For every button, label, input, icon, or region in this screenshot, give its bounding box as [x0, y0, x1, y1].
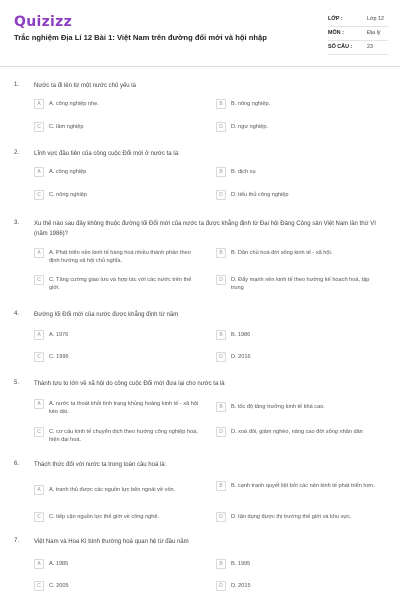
option-letter: B [216, 330, 226, 340]
option-text: B. cạnh tranh quyết liệt bởi các nền kinh tế phát triển hơn. [231, 483, 375, 489]
question-text: Xu thế nào sau đây không thuộc đường lối Đổi mới của nước ta được khẳng định từ Đại hội Đảng Cộng sản Việt Nam lần thứ VI (năm 1986)? [34, 221, 376, 237]
question-number: 3. [14, 220, 20, 226]
option-text: B. tốc độ tăng trưởng kinh tế khá cao. [231, 404, 325, 410]
option-letter: A [34, 167, 44, 177]
option-text: B. 1986 [231, 332, 251, 338]
option-text: A. 1976 [49, 332, 69, 338]
meta-row-class [328, 13, 388, 27]
option-letter: B [216, 559, 226, 569]
meta-row-count [328, 41, 388, 55]
option-letter: D [216, 427, 226, 437]
question-text: Việt Nam và Hoa Kì bình thường hoá quan hệ từ đầu năm [34, 539, 189, 545]
meta-label: MÔN : [328, 30, 344, 36]
question-number: 5. [14, 380, 20, 386]
option-letter: A [34, 399, 44, 409]
option-text: D. 2016 [231, 354, 251, 360]
option-text: A. Phát triển nền kinh tế hàng hoá nhiều thành phần theo định hướng xã hội chủ nghĩa. [49, 250, 191, 264]
option-text: D. xoá đói, giảm nghèo, nâng cao đời sống nhân dân [231, 429, 363, 435]
option-letter: C [34, 122, 44, 132]
option-text: B. dịch vụ [231, 169, 256, 175]
option-letter: C [34, 512, 44, 522]
option-letter: A [34, 330, 44, 340]
option-letter: D [216, 581, 226, 591]
option-text: D. tiểu thủ công nghiệp [231, 192, 289, 198]
option-text: A. công nghiệp nhẹ. [49, 101, 99, 107]
option-letter: A [34, 99, 44, 109]
question-number: 2. [14, 150, 20, 156]
quiz-meta [328, 13, 388, 55]
option-text: C. 1996 [49, 354, 69, 360]
option-letter: C [34, 190, 44, 200]
option-letter: B [216, 481, 226, 491]
option-letter: A [34, 485, 44, 495]
option-letter: A [34, 248, 44, 258]
option-letter: A [34, 559, 44, 569]
option-text: B. nông nghiệp. [231, 101, 271, 107]
option-letter: B [216, 99, 226, 109]
option-letter: C [34, 275, 44, 285]
question-text: Lĩnh vực đầu tiên của công cuộc Đổi mới ở nước ta là: [34, 151, 180, 157]
option-text: C. lâm nghiệp [49, 124, 84, 130]
option-text: C. 2005 [49, 583, 69, 589]
page-title: Trắc nghiệm Địa Lí 12 Bài 1: Việt Nam trên đường đổi mới và hội nhập [14, 33, 267, 42]
question-text: Thách thức đối với nước ta trong toàn cầu hoá là: [34, 462, 167, 468]
question-number: 4. [14, 311, 20, 317]
option-text: B. Dân chủ hoá đời sống kinh tế - xã hội. [231, 250, 333, 256]
question-text: Đường lối Đổi mới của nước được khẳng định từ năm [34, 312, 179, 318]
option-text: C. tiếp cận nguồn lực thế giới về công nghệ. [49, 514, 160, 520]
meta-label: SỐ CÂU : [328, 44, 353, 50]
option-text: A. nước ta thoát khỏi tình trạng khủng hoảng kinh tế - xã hội kéo dài. [49, 401, 199, 415]
quiz-header [0, 0, 400, 66]
option-letter: C [34, 427, 44, 437]
question-text: Thành tựu to lớn về xã hội do công cuộc Đổi mới đưa lại cho nước ta là [34, 381, 225, 387]
option-letter: B [216, 248, 226, 258]
option-text: D. tận dụng được thị trường thế giới và khu vực. [231, 514, 352, 520]
option-letter: D [216, 512, 226, 522]
option-letter: C [34, 581, 44, 591]
option-text: A. công nghiệp [49, 169, 87, 175]
option-letter: D [216, 352, 226, 362]
option-text: A. tranh thủ được các nguồn lực bên ngoài về vốn. [49, 487, 176, 493]
option-text: A. 1985 [49, 561, 69, 567]
meta-row-subject [328, 27, 388, 41]
option-text: C. Tăng cường giao lưu và hợp tác với các nước trên thế giới. [49, 277, 192, 291]
question-text: Nước ta đi lên từ một nước chủ yếu là [34, 83, 136, 89]
question-number: 7. [14, 538, 20, 544]
option-letter: B [216, 167, 226, 177]
quizizz-logo[interactable]: Quizizz [14, 14, 73, 30]
option-letter: D [216, 190, 226, 200]
question-number: 1. [14, 82, 20, 88]
header-divider [0, 66, 400, 67]
option-letter: C [34, 352, 44, 362]
meta-label: LỚP : [328, 16, 343, 22]
option-text: D. Đẩy mạnh nền kinh tế theo hướng kế hoạch hoá, tập trung [231, 277, 370, 291]
question-number: 6. [14, 461, 20, 467]
option-text: D. ngư nghiệp. [231, 124, 269, 130]
option-text: B. 1995 [231, 561, 251, 567]
option-text: C. cơ cấu kinh tế chuyển dịch theo hướng công nghiệp hoá, hiện đại hoá. [49, 429, 198, 443]
option-text: D. 2015 [231, 583, 251, 589]
option-letter: B [216, 402, 226, 412]
option-letter: D [216, 275, 226, 285]
meta-value: Lớp 12 [367, 16, 385, 22]
meta-value: 23 [367, 44, 373, 50]
option-letter: D [216, 122, 226, 132]
option-text: C. nông nghiệp [49, 192, 87, 198]
meta-value: Địa lý [367, 30, 381, 36]
